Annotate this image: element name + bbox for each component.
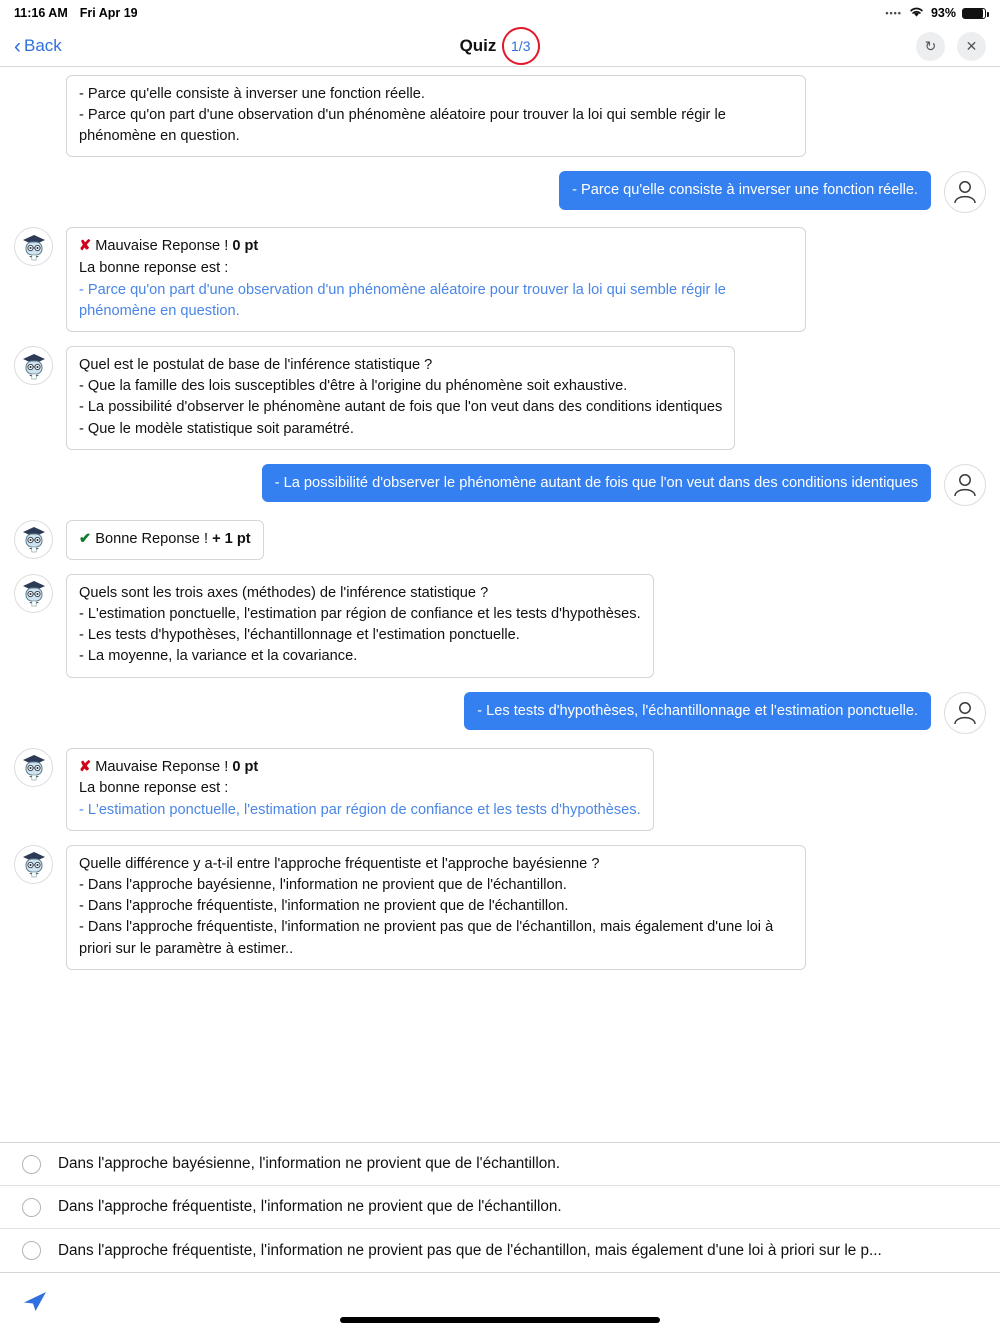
feedback-subtitle: La bonne reponse est : <box>79 779 229 796</box>
chat-row <box>14 171 986 213</box>
chat-transcript[interactable] <box>0 67 1000 1142</box>
message-input-bar <box>0 1272 1000 1334</box>
back-button[interactable] <box>14 36 62 57</box>
answer-option-label: Dans l'approche fréquentiste, l'information ne provient que de l'échantillon. <box>58 1198 562 1215</box>
home-indicator <box>340 1317 660 1323</box>
bot-message-bubble <box>66 75 806 157</box>
choice-text: - Que la famille des lois susceptibles d'être à l'origine du phénomène soit exhaustive. <box>79 378 628 395</box>
choice-text: - Dans l'approche bayésienne, l'information ne provient que de l'échantillon. <box>79 877 567 894</box>
answer-option-1[interactable] <box>0 1143 1000 1186</box>
choice-text: - Que le modèle statistique soit paramétré. <box>79 420 354 437</box>
professor-avatar-icon <box>14 227 53 266</box>
chat-row <box>14 227 986 332</box>
choice-text: - Les tests d'hypothèses, l'échantillonnage et l'estimation ponctuelle. <box>79 627 520 644</box>
radio-icon[interactable] <box>22 1198 41 1217</box>
user-avatar-icon <box>944 692 986 734</box>
quiz-progress-badge <box>497 22 545 70</box>
battery-percent-label: 93% <box>930 6 956 20</box>
user-message-bubble: - Parce qu'elle consiste à inverser une fonction réelle. <box>559 171 931 209</box>
choice-text: - La possibilité d'observer le phénomène autant de fois que l'on veut dans des conditions identiques <box>79 399 723 416</box>
chat-row <box>14 346 986 450</box>
feedback-verdict-row <box>79 757 641 778</box>
chat-row <box>14 845 986 970</box>
message-line: - Parce qu'elle consiste à inverser une fonction réelle. <box>79 86 425 102</box>
choice-text: - Dans l'approche fréquentiste, l'information ne provient pas que de l'échantillon, mais également d'une loi à priori sur le paramètre à estimer.. <box>79 919 774 957</box>
status-date: Fri Apr 19 <box>79 6 138 20</box>
nav-title-group <box>0 26 1000 66</box>
chat-row <box>14 520 986 560</box>
professor-avatar-icon <box>14 346 53 385</box>
signal-dots-icon: •••• <box>885 8 902 18</box>
feedback-verdict: Mauvaise Reponse ! <box>95 238 229 255</box>
feedback-verdict: Bonne Reponse ! <box>95 530 209 547</box>
professor-avatar-icon <box>14 845 53 884</box>
nav-bar <box>0 26 1000 67</box>
answer-option-label: Dans l'approche bayésienne, l'information ne provient que de l'échantillon. <box>58 1155 560 1172</box>
radio-icon[interactable] <box>22 1155 41 1174</box>
answer-option-3[interactable] <box>0 1229 1000 1272</box>
chat-row <box>14 692 986 734</box>
user-avatar-icon <box>944 171 986 213</box>
choice-text: - L'estimation ponctuelle, l'estimation par région de confiance et les tests d'hypothèses. <box>79 606 641 623</box>
professor-avatar-icon <box>14 520 53 559</box>
feedback-subtitle: La bonne reponse est : <box>79 259 229 276</box>
nav-bar-actions <box>916 32 986 61</box>
bot-message-bubble <box>66 574 654 678</box>
status-bar-right <box>885 5 986 21</box>
user-message-bubble: - La possibilité d'observer le phénomène autant de fois que l'on veut dans des conditions identiques <box>262 464 931 502</box>
refresh-button[interactable] <box>916 32 945 61</box>
send-icon[interactable] <box>22 1288 48 1319</box>
quiz-progress-label: 1/3 <box>511 38 532 54</box>
professor-avatar-icon <box>14 574 53 613</box>
feedback-points: 0 pt <box>232 238 259 255</box>
feedback-correct-answer: - L'estimation ponctuelle, l'estimation par région de confiance et les tests d'hypothèses. <box>79 801 641 818</box>
page-title: Quiz <box>459 36 497 55</box>
message-line: - Parce qu'on part d'une observation d'un phénomène aléatoire pour trouver la loi qui semble régir le phénomène en question. <box>79 107 726 145</box>
user-message-bubble: - Les tests d'hypothèses, l'échantillonnage et l'estimation ponctuelle. <box>464 692 931 730</box>
professor-avatar-icon <box>14 748 53 787</box>
chat-row <box>14 464 986 506</box>
back-label: Back <box>24 36 62 55</box>
check-icon: ✔ <box>79 530 92 547</box>
feedback-points: 0 pt <box>232 758 259 775</box>
chat-row <box>14 574 986 678</box>
feedback-verdict-row <box>79 236 793 257</box>
question-text: Quels sont les trois axes (méthodes) de l'inférence statistique ? <box>79 584 489 601</box>
answer-options-list <box>0 1142 1000 1272</box>
feedback-bubble-correct <box>66 520 264 560</box>
cross-icon: ✘ <box>79 758 92 775</box>
choice-text: - La moyenne, la variance et la covariance. <box>79 648 358 665</box>
question-text: Quelle différence y a-t-il entre l'approche fréquentiste et l'approche bayésienne ? <box>79 855 600 872</box>
feedback-bubble-wrong <box>66 227 806 332</box>
feedback-points: + 1 pt <box>212 530 251 547</box>
answer-option-2[interactable] <box>0 1186 1000 1229</box>
close-icon: ✕ <box>965 37 978 54</box>
user-avatar-icon <box>944 464 986 506</box>
bot-message-bubble <box>66 346 735 450</box>
status-bar-left <box>14 6 138 20</box>
answer-option-label: Dans l'approche fréquentiste, l'information ne provient pas que de l'échantillon, mais également d'une loi à priori sur le p... <box>58 1241 882 1259</box>
chevron-left-icon: ‹ <box>14 34 21 58</box>
choice-text: - Dans l'approche fréquentiste, l'information ne provient que de l'échantillon. <box>79 898 569 915</box>
battery-icon <box>962 8 986 19</box>
chat-row <box>14 75 986 157</box>
feedback-bubble-wrong <box>66 748 654 831</box>
bot-message-bubble <box>66 845 806 970</box>
wifi-icon <box>908 5 925 21</box>
question-text: Quel est le postulat de base de l'inférence statistique ? <box>79 357 433 374</box>
cross-icon: ✘ <box>79 238 92 255</box>
status-bar <box>0 0 1000 26</box>
status-time: 11:16 AM <box>14 6 68 20</box>
chat-row <box>14 748 986 831</box>
feedback-correct-answer: - Parce qu'on part d'une observation d'un phénomène aléatoire pour trouver la loi qui semble régir le phénomène en question. <box>79 281 726 319</box>
feedback-verdict: Mauvaise Reponse ! <box>95 758 229 775</box>
refresh-icon: ↻ <box>924 37 937 54</box>
radio-icon[interactable] <box>22 1241 41 1260</box>
close-button[interactable] <box>957 32 986 61</box>
